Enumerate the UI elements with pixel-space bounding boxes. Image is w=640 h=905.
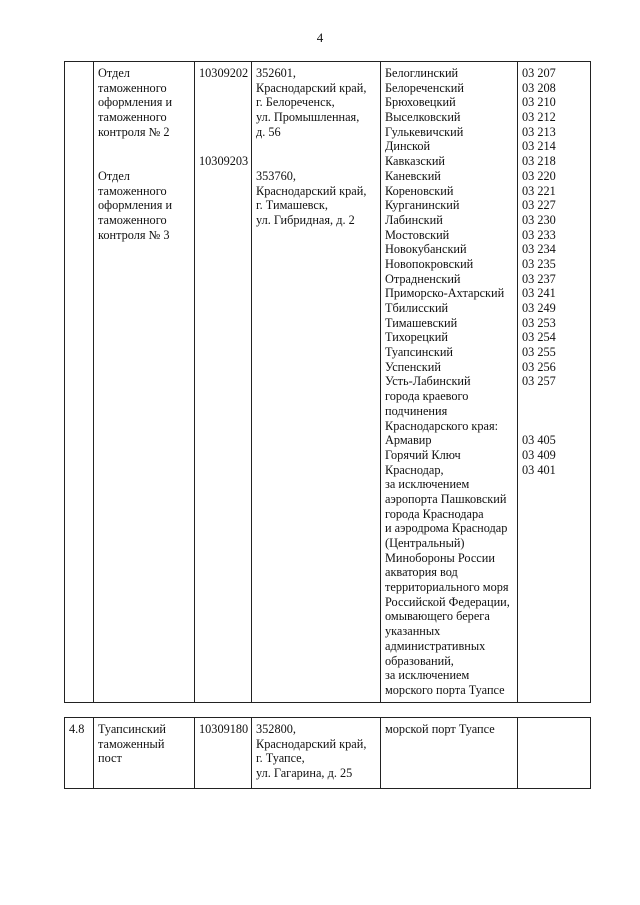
region-name: города краевого <box>385 389 469 404</box>
address-line: 353760, <box>256 168 296 183</box>
address-line: г. Туапсе, <box>256 751 305 766</box>
unit-name-line: Туапсинский <box>98 722 166 736</box>
region-code: 03 207 <box>522 66 556 80</box>
address-line: Краснодарский край, <box>256 80 367 95</box>
region-code: 03 257 <box>522 374 556 389</box>
region-name: Гулькевичский <box>385 124 464 139</box>
region-code: 03 253 <box>522 315 556 330</box>
region-name: за исключением <box>385 668 470 683</box>
region-name: города Краснодара <box>385 506 484 521</box>
unit-name-line: таможенный <box>98 736 165 751</box>
region-name: территориального моря <box>385 580 509 595</box>
region-name: Курганинский <box>385 198 460 213</box>
region-name: Лабинский <box>385 212 443 227</box>
region-code: 03 249 <box>522 301 556 315</box>
address-line: г. Тимашевск, <box>256 198 328 213</box>
region-cell: морской порт Туапсе <box>381 718 518 789</box>
region-name: Мостовский <box>385 227 450 242</box>
customs-table-continued <box>64 61 591 703</box>
customs-table-row-4-8 <box>64 717 591 789</box>
region-name: Минобороны России <box>385 550 495 565</box>
region-code: 03 221 <box>522 183 556 198</box>
region-code <box>522 609 587 624</box>
table-row <box>65 718 591 789</box>
unit-code: 10309202 <box>199 66 249 80</box>
region-code <box>522 595 587 610</box>
region-name: образований, <box>385 653 454 668</box>
region-code: 03 212 <box>522 110 556 125</box>
address-line: ул. Гибридная, д. 2 <box>256 212 355 227</box>
unit-name-line: таможенного <box>98 183 167 198</box>
region-code <box>522 580 587 595</box>
region-code <box>522 404 587 419</box>
region-name: Приморско-Ахтарский <box>385 286 505 301</box>
region-code: 03 256 <box>522 359 556 374</box>
region-name: Кавказский <box>385 154 446 169</box>
region-code <box>522 624 587 639</box>
address-line: ул. Промышленная, <box>256 110 360 125</box>
region-code: 03 409 <box>522 447 556 462</box>
region-code <box>522 668 587 683</box>
region-code: 03 401 <box>522 462 556 477</box>
unit-name-line: Отдел <box>98 168 130 183</box>
address-line: 352601, <box>256 66 296 80</box>
unit-name-line: пост <box>98 751 122 766</box>
unit-name-line: оформления и <box>98 95 173 110</box>
address-line: Краснодарский край, <box>256 736 367 751</box>
region-code: 03 220 <box>522 168 556 183</box>
region-name: Туапсинский <box>385 345 453 360</box>
region-name: Тбилисский <box>385 301 449 315</box>
region-name: Белореченский <box>385 80 464 95</box>
region-code <box>522 419 587 434</box>
region-name: Тихорецкий <box>385 330 448 345</box>
region-name: Горячий Ключ <box>385 447 461 462</box>
unit-name-line: таможенного <box>98 110 167 125</box>
region-name: омывающего берега <box>385 609 490 624</box>
address-line: 352800, <box>256 722 296 736</box>
region-code: 03 214 <box>522 139 556 154</box>
region-code: 03 241 <box>522 286 556 301</box>
region-name: Новопокровский <box>385 256 474 271</box>
unit-name-line: таможенного <box>98 212 167 227</box>
region-code: 03 233 <box>522 227 556 242</box>
region-code <box>522 639 587 654</box>
region-name: Армавир <box>385 433 432 448</box>
unit-name-cell <box>94 62 195 703</box>
region-code <box>522 683 587 698</box>
region-code: 03 208 <box>522 80 556 95</box>
region-name: Новокубанский <box>385 242 467 257</box>
region-name: (Центральный) <box>385 536 465 550</box>
region-name: Отрадненский <box>385 271 461 286</box>
region-code-cell <box>518 718 591 789</box>
region-name: Краснодарского края: <box>385 418 499 433</box>
unit-name-cell <box>94 718 195 789</box>
region-code <box>522 551 587 566</box>
region-code <box>522 521 587 536</box>
row-number-cell <box>65 62 94 703</box>
unit-name-line: контроля № 3 <box>98 227 170 242</box>
region-name: аэропорта Пашковский <box>385 491 507 506</box>
address-cell <box>252 718 381 789</box>
table-row <box>65 62 591 703</box>
region-code <box>522 654 587 669</box>
region-code: 03 255 <box>522 345 556 360</box>
region-name: Тимашевский <box>385 315 458 330</box>
address-line: д. 56 <box>256 124 281 139</box>
region-name: Российской Федерации, <box>385 594 510 609</box>
region-code: 03 213 <box>522 124 556 139</box>
region-name: и аэродрома Краснодар <box>385 521 508 536</box>
region-name: акватория вод <box>385 565 458 580</box>
region-code <box>522 565 587 580</box>
address-line: Краснодарский край, <box>256 183 367 198</box>
row-number-cell: 4.8 <box>65 718 94 789</box>
region-name: Брюховецкий <box>385 95 456 110</box>
region-name: административных <box>385 638 486 653</box>
region-name: Краснодар, <box>385 462 444 477</box>
unit-code: 10309203 <box>199 154 249 169</box>
region-code: 03 227 <box>522 198 556 213</box>
region-code <box>522 492 587 507</box>
region-code: 03 405 <box>522 433 556 448</box>
region-code-cell <box>518 62 591 703</box>
region-name: за исключением <box>385 477 470 492</box>
region-name: Усть-Лабинский <box>385 374 471 389</box>
unit-code-cell <box>195 62 252 703</box>
region-name: указанных <box>385 624 441 639</box>
unit-name-line: таможенного <box>98 80 167 95</box>
region-name: морского порта Туапсе <box>385 682 505 697</box>
region-name: Кореновский <box>385 183 454 198</box>
region-name: Динской <box>385 139 431 154</box>
region-code <box>522 389 587 404</box>
region-name: Белоглинский <box>385 66 459 80</box>
region-code: 03 210 <box>522 95 556 110</box>
region-code <box>522 477 587 492</box>
address-line: ул. Гагарина, д. 25 <box>256 766 353 781</box>
region-name: Выселковский <box>385 110 461 125</box>
region-code <box>522 536 587 551</box>
region-code: 03 235 <box>522 256 556 271</box>
region-code: 03 230 <box>522 212 556 227</box>
unit-name-line: Отдел <box>98 66 130 80</box>
region-code: 03 218 <box>522 154 556 169</box>
region-name: Каневский <box>385 168 441 183</box>
region-name: Успенский <box>385 359 441 374</box>
address-line: г. Белореченск, <box>256 95 335 110</box>
region-cell <box>381 62 518 703</box>
region-code: 03 234 <box>522 242 556 257</box>
region-name: подчинения <box>385 403 448 418</box>
page-number: 4 <box>316 30 324 45</box>
unit-code-cell: 10309180 <box>195 718 252 789</box>
unit-name-line: оформления и <box>98 198 173 213</box>
region-code: 03 254 <box>522 330 556 345</box>
region-code <box>522 507 587 522</box>
address-cell <box>252 62 381 703</box>
unit-name-line: контроля № 2 <box>98 124 170 139</box>
region-code: 03 237 <box>522 271 556 286</box>
